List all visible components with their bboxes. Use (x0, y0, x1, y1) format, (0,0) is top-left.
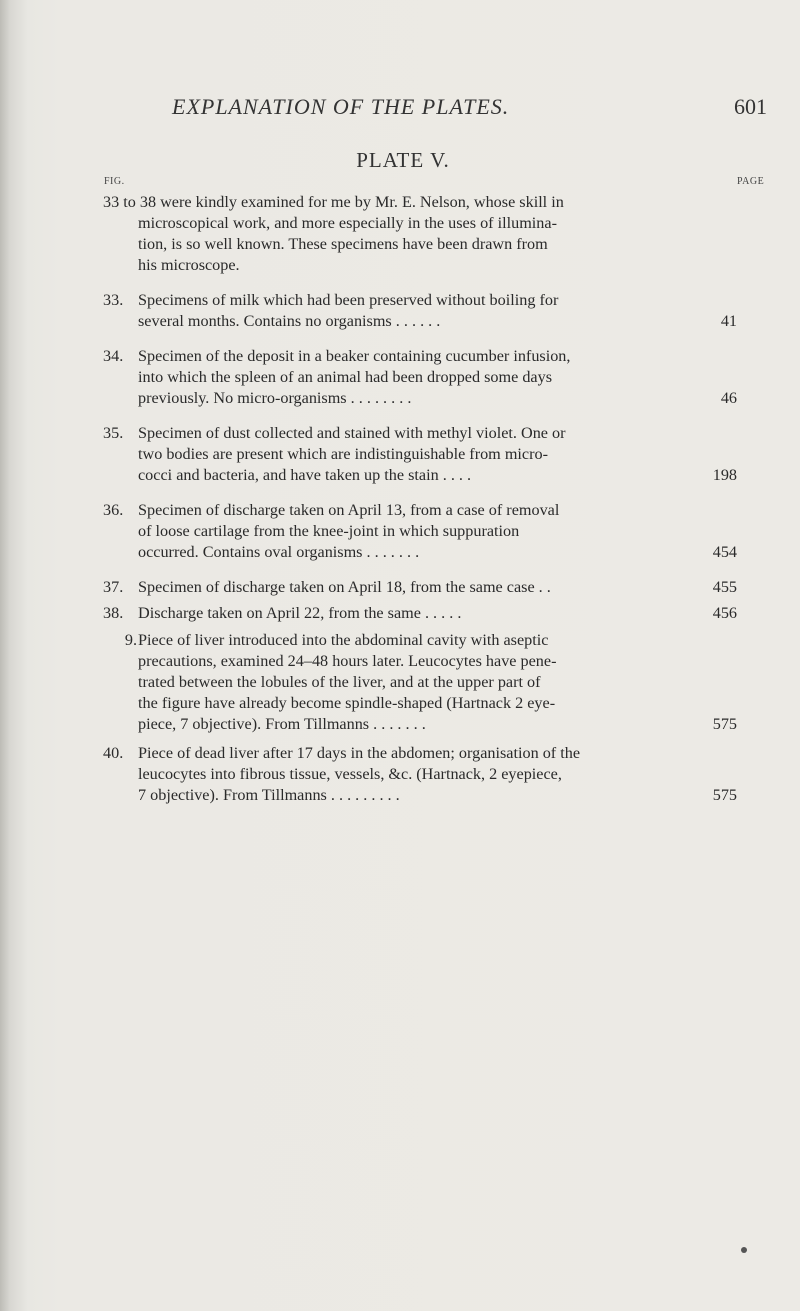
entry-page-ref: 455 (712, 578, 737, 596)
entry-line: occurred. Contains oval organisms . . . . . . . (138, 543, 420, 561)
entry-line: Piece of liver introduced into the abdominal cavity with aseptic (138, 631, 549, 649)
entry-figure-number: 36. (103, 501, 124, 519)
column-head-fig: FIG. (104, 176, 125, 187)
entry-page-ref: 456 (712, 604, 737, 622)
running-title: EXPLANATION OF THE PLATES. (172, 94, 510, 119)
page-number: 601 (734, 94, 767, 119)
entry-line: previously. No micro-organisms . . . . . . . . (138, 389, 412, 407)
entry-intro (0, 192, 800, 276)
entry-line: the figure have already become spindle-shaped (Hartnack 2 eye- (138, 694, 556, 712)
entry-page-ref: 575 (712, 715, 737, 733)
entry-page-ref: 41 (720, 312, 737, 330)
entry-description (138, 630, 723, 735)
entry-figure-number: 33. (103, 291, 124, 309)
entry-line: Specimen of the deposit in a beaker containing cucumber infusion, (138, 347, 571, 365)
entry-line: cocci and bacteria, and have taken up the stain . . . . (138, 466, 472, 484)
entry-description (138, 346, 723, 409)
entry-figure-number: 9. (124, 631, 137, 649)
entry-line: Specimen of discharge taken on April 13, from a case of removal (138, 501, 560, 519)
plate-entries (0, 192, 800, 820)
entry-page-ref: 46 (720, 389, 737, 407)
entry-figure-number: 35. (103, 424, 124, 442)
entry-figure-number: 37. (103, 578, 124, 596)
entry-line: Specimen of discharge taken on April 18, from the same case . . (138, 578, 551, 596)
column-heads (0, 176, 800, 192)
entry-40 (0, 743, 800, 806)
entry-line: piece, 7 objective). From Tillmanns . . . . . . . (138, 715, 426, 733)
entry-38 (0, 603, 800, 624)
entry-line: of loose cartilage from the knee-joint in which suppuration (138, 522, 520, 540)
entry-line: Piece of dead liver after 17 days in the abdomen; organisation of the (138, 744, 581, 762)
running-head (0, 94, 800, 124)
entry-line: microscopical work, and more especially in the uses of illumina- (138, 214, 557, 232)
entry-description (138, 743, 723, 806)
entry-39 (0, 630, 800, 735)
entry-line: into which the spleen of an animal had been dropped some days (138, 368, 553, 386)
entry-37 (0, 577, 800, 598)
plate-title: PLATE V. (356, 148, 450, 172)
entry-description (138, 603, 723, 624)
entry-36 (0, 500, 800, 563)
entry-description (138, 290, 723, 332)
entry-34 (0, 346, 800, 409)
entry-line: 7 objective). From Tillmanns . . . . . . . . . (138, 786, 400, 804)
entry-description (103, 192, 723, 276)
entry-line: leucocytes into fibrous tissue, vessels, &c. (Hartnack, 2 eyepiece, (138, 765, 562, 783)
entry-description (138, 500, 723, 563)
entry-description (138, 577, 723, 598)
entry-line: trated between the lobules of the liver, and at the upper part of (138, 673, 541, 691)
entry-line: 33 to 38 were kindly examined for me by Mr. E. Nelson, whose skill in (103, 193, 564, 211)
entry-figure-number: 38. (103, 604, 124, 622)
entry-line: Specimens of milk which had been preserved without boiling for (138, 291, 559, 309)
entry-line: precautions, examined 24–48 hours later. Leucocytes have pene- (138, 652, 557, 670)
entry-line: Specimen of dust collected and stained with methyl violet. One or (138, 424, 566, 442)
entry-line: Discharge taken on April 22, from the same . . . . . (138, 604, 462, 622)
column-head-page: PAGE (737, 176, 765, 187)
entry-line: tion, is so well known. These specimens have been drawn from (138, 235, 548, 253)
entry-35 (0, 423, 800, 486)
entry-page-ref: 575 (712, 786, 737, 804)
entry-description (138, 423, 723, 486)
entry-33 (0, 290, 800, 332)
entry-figure-number: 34. (103, 347, 124, 365)
entry-line: his microscope. (138, 256, 240, 274)
entry-line: several months. Contains no organisms . . . . . . (138, 312, 441, 330)
entry-figure-number: 40. (103, 744, 124, 762)
entry-page-ref: 198 (712, 466, 737, 484)
entry-line: two bodies are present which are indistinguishable from micro- (138, 445, 548, 463)
entry-page-ref: 454 (712, 543, 737, 561)
ink-spot-mark (741, 1247, 747, 1253)
